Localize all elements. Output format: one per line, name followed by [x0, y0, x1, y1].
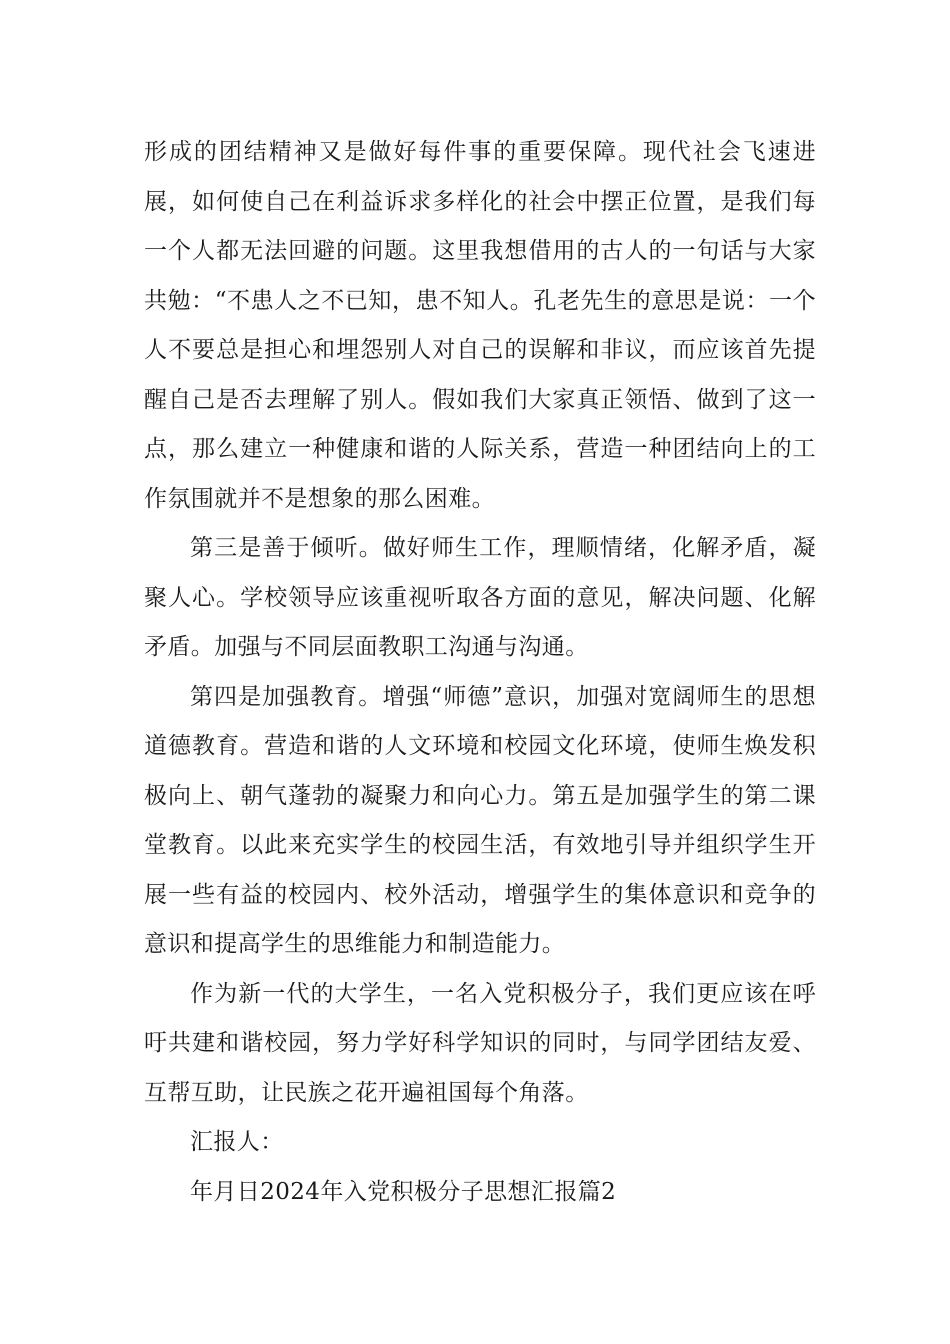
paragraph-third-point: 第三是善于倾听。做好师生工作，理顺情绪，化解矛盾，凝聚人心。学校领导应该重视听取各方面的意见，解决问题、化解矛盾。加强与不同层面教职工沟通与沟通。	[144, 535, 816, 660]
date-and-next-title: 年月日2024年入党积极分子思想汇报篇2	[190, 1178, 617, 1205]
paragraph-continuation: 形成的团结精神又是做好每件事的重要保障。现代社会飞速进展，如何使自己在利益诉求多样化的社会中摆正位置，是我们每一个人都无法回避的问题。这里我想借用的古人的一句话与大家共勉：“不患人之不已知，患不知人。孔老先生的意思是说：一个人不要总是担心和埋怨别人对自己的误解和非议，而应该首先提醒自己是否去理解了别人。假如我们大家真正领悟、做到了这一点，那么建立一种健康和谐的人际关系，营造一种团结向上的工作氛围就并不是想象的那么困难。	[144, 139, 816, 512]
reporter-label: 汇报人：	[190, 1129, 284, 1155]
paragraph-conclusion: 作为新一代的大学生，一名入党积极分子，我们更应该在呼吁共建和谐校园，努力学好科学知识的同时，与同学团结友爱、互帮互助，让民族之花开遍祖国每个角落。	[144, 980, 816, 1106]
paragraph-fourth-point: 第四是加强教育。增强“师德”意识，加强对宽阔师生的思想道德教育。营造和谐的人文环境和校园文化环境，使师生焕发积极向上、朝气蓬勃的凝聚力和向心力。第五是加强学生的第二课堂教育。以此来充实学生的校园生活，有效地引导并组织学生开展一些有益的校园内、校外活动，增强学生的集体意识和竞争的意识和提高学生的思维能力和制造能力。	[144, 683, 816, 957]
document-body	[144, 128, 816, 1217]
